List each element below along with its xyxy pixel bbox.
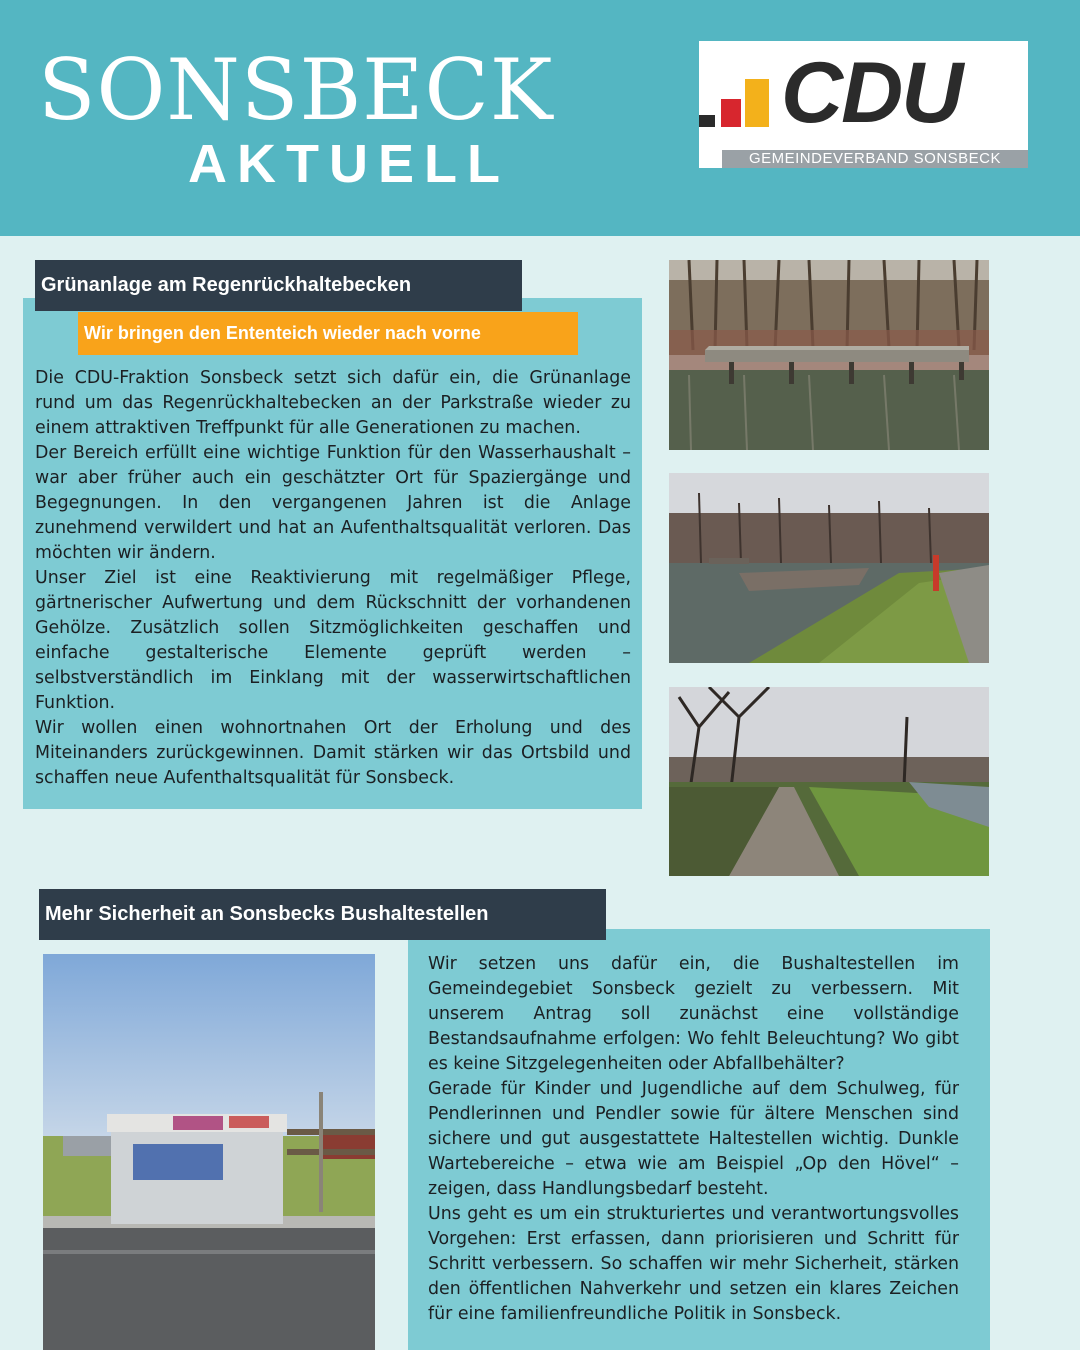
pond-bank-photo [669, 473, 989, 663]
pond-jetty-photo [669, 260, 989, 450]
cdu-logo [699, 41, 1028, 168]
section1-paragraph-4: Wir wollen einen wohnortnahen Ort der Erholung und des Miteinanders zurückgewinnen. Damit stärken wir das Ortsbild und schaffen neue Aufenthaltsqualität für Sonsbeck. [35, 718, 631, 788]
section1-heading: Grünanlage am Regenrückhaltebecken [35, 260, 522, 311]
logo-wordmark: CDU [781, 45, 962, 141]
logo-bars-icon [699, 41, 771, 131]
section1-subheading: Wir bringen den Ententeich wieder nach vorne [78, 312, 578, 355]
section1-paragraph-3: Unser Ziel ist eine Reaktivierung mit regelmäßiger Pflege, gärtnerischer Aufwertung und dem Rückschnitt der vorhandenen Gehölze. Zusätzlich sollen Sitzmöglichkeiten geschaffen und einfache gestalterische Elemente geprüft werden – selbstverständlich im Einklang mit der wasserwirtschaftlichen Funktion. [35, 568, 631, 713]
section2-body [428, 952, 959, 1327]
logo-strip: GEMEINDEVERBAND SONSBECK [722, 150, 1028, 168]
bus-stop-photo [43, 954, 375, 1350]
pond-path-photo [669, 687, 989, 876]
header-banner [0, 0, 1080, 236]
section2-paragraph-1: Wir setzen uns dafür ein, die Bushaltestellen im Gemeindegebiet Sonsbeck gezielt zu verbessern. Mit unserem Antrag soll zunächst eine vollständige Bestandsaufnahme erfolgen: Wo fehlt Beleuchtung? Wo gibt es keine Sitzgelegenheiten oder Abfallbehälter? [428, 954, 959, 1074]
section2-paragraph-3: Uns geht es um ein strukturiertes und verantwortungsvolles Vorgehen: Erst erfassen, dann priorisieren und Schritt für Schritt verbessern. So schaffen wir mehr Sicherheit, stärken den öffentlichen Nahverkehr und setzen ein klares Zeichen für eine familienfreundliche Politik in Sonsbeck. [428, 1204, 959, 1324]
page-subtitle: AKTUELL [188, 134, 510, 194]
page-title: SONSBECK [38, 41, 554, 139]
section2-paragraph-2: Gerade für Kinder und Jugendliche auf dem Schulweg, für Pendlerinnen und Pendler sowie für ältere Menschen sind sichere und gut ausgestattete Haltestellen wichtig. Dunkle Wartebereiche – etwa wie am Beispiel „Op den Hövel“ – zeigen, dass Handlungsbedarf besteht. [428, 1079, 959, 1199]
section1-paragraph-2: Der Bereich erfüllt eine wichtige Funktion für den Wasserhaushalt – war aber früher auch ein geschätzter Ort für Spaziergänge und Begegnungen. In den vergangenen Jahren ist die Anlage zunehmend verwildert und hat an Aufenthaltsqualität verloren. Das möchten wir ändern. [35, 443, 631, 563]
section2-heading: Mehr Sicherheit an Sonsbecks Bushaltestellen [39, 889, 606, 940]
section1-paragraph-1: Die CDU-Fraktion Sonsbeck setzt sich dafür ein, die Grünanlage rund um das Regenrückhaltebecken an der Parkstraße wieder zu einem attraktiven Treffpunkt für alle Generationen zu machen. [35, 368, 631, 438]
section1-body [35, 366, 631, 791]
